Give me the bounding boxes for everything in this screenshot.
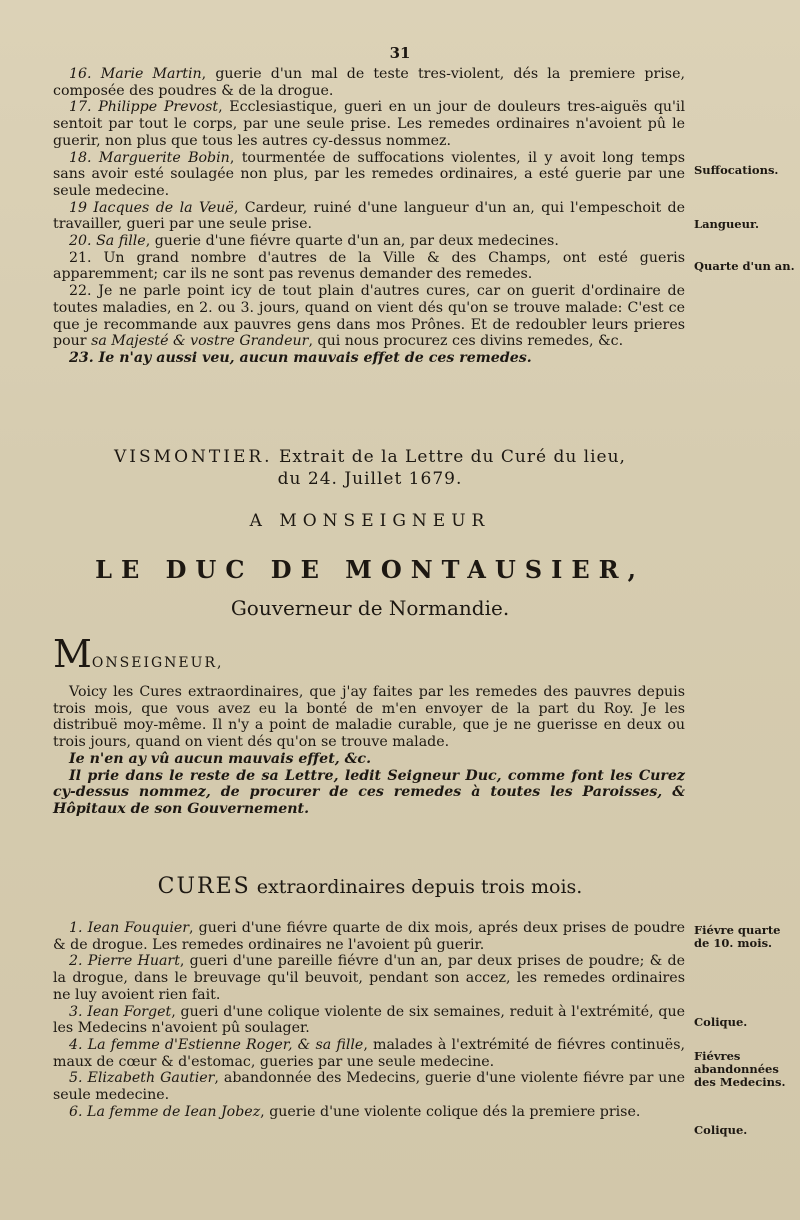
addressee-name: LE DUC DE MONTAUSIER, [95,555,645,584]
cure-6: 6. La femme de Iean Jobez, guerie d'une violente colique dés la premiere prise. [69,1103,641,1120]
cure-1: 1. Iean Fouquier, gueri d'une fiévre quarte de dix mois, aprés deux prises de poudre & de drogue. Les remedes ordinaires ne l'avoient pû guerir. [53,920,685,953]
entry-21: 21. Un grand nombre d'autres de la Ville & des Champs, ont esté gueris apparemment; car ils ne sont pas revenus demander des remedes. [53,249,685,283]
cure-4: 4. La femme d'Estienne Roger, & sa fille, malades à l'extrémité de fiévres continuës, maux de cœur & d'estomac, gueries par une seule medecine. [53,1036,685,1070]
margin-note-quarte: Quarte d'un an. [694,259,795,273]
entry-17: 17. Philippe Prevost, Ecclesiastique, gueri en un jour de douleurs tres-aiguës qu'il sentoit par tout le corps, par une seule prise. Les remedes ordinaires n'avoient pû le guerir, non plus que tous les autres cy-dessus nommez. [53,99,686,149]
cure-5: 5. Elizabeth Gautier, abandonnée des Medecins, guerie d'une violente fiévre par une seule medecine. [53,1070,685,1104]
entry-18: 18. Marguerite Bobin, tourmentée de suffocations violentes, il y avoit long temps sans avoir esté soulagée non plus, par les remedes ordinaires, a esté guerie par une seule medecine. [53,149,685,199]
cures-list-continued [53,66,685,367]
letter-paragraph: Voicy les Cures extraordinaires, que j'ay faites par les remedes des pauvres depuis trois mois, que vous avez eu la bonté de m'en envoyer de la part du Roy. Je les distribuë moy-même. Il n'y a point de maladie curable, que je ne guerisse en deux ou trois jours, quand on vient dés qu'on se trouve malade. [53,684,685,751]
letter-summary: Il prie dans le reste de sa Lettre, ledit Seigneur Duc, comme font les Curez cy-dessus nommez, de procurer de ces remedes à toutes les Paroisses, & Hôpitaux de son Gouvernement. [53,767,685,817]
salutation: MONSEIGNEUR, [53,632,224,676]
addressee-title: Gouverneur de Normandie. [230,596,510,620]
margin-note-colique-2: Colique. [694,1123,748,1137]
cures-list [53,920,685,1120]
cure-3: 3. Iean Forget, gueri d'une colique violente de six semaines, reduit à l'extrémité, que les Medecins n'avoient pû soulager. [53,1003,685,1037]
cures-heading: CURES extraordinaires depuis trois mois. [157,874,583,899]
cure-2: 2. Pierre Huart, gueri d'une pareille fiévre d'un an, par deux prises de poudre; & de la drogue, dans le breuvage qu'il beuvoit, pendant son accez, les remedes ordinaires ne luy avoient rien fait. [53,953,685,1003]
page-number: 31 [389,44,411,62]
entry-20: 20. Sa fille, guerie d'une fiévre quarte d'un an, par deux medecines. [69,233,559,250]
letter-heading: VISMONTIER. Extrait de la Lettre du Curé du lieu, du 24. Juillet 1679. [114,447,626,489]
entry-19: 19 Iacques de la Veuë, Cardeur, ruiné d'une langueur d'un an, qui l'empeschoit de travailler, gueri par une seule prise. [53,199,686,233]
margin-note-colique: Colique. [694,1015,748,1029]
entry-16: 16. Marie Martin, guerie d'un mal de teste tres-violent, dés la premiere prise, composée des poudres & de la drogue. [53,66,685,99]
margin-note-suffocations: Suffocations. [694,163,779,177]
entry-22: 22. Je ne parle point icy de tout plain d'autres cures, car on guerit d'ordinaire de toutes maladies, en 2. ou 3. jours, quand on vient dés qu'on se trouve malade: C'est ce que je recommande aux pauvres gens dans mos Prônes. Et de redoubler leurs prieres pour sa Majesté & vostre Grandeur, qui nous procurez ces divins remedes, &c. [53,283,685,350]
margin-note-langueur: Langueur. [694,217,759,231]
addressee-line: A MONSEIGNEUR [249,511,491,531]
margin-note-fievres-abandonnees: Fiévres abandonnées des Medecins. [694,1049,786,1089]
margin-note-fievre-quarte: Fiévre quarte de 10. mois. [694,923,781,950]
letter-closing: Ie n'en ay vû aucun mauvais effet, &c. [69,750,372,767]
entry-23: 23. Ie n'ay aussi veu, aucun mauvais effet de ces remedes. [69,349,532,366]
letter-body [53,684,685,818]
